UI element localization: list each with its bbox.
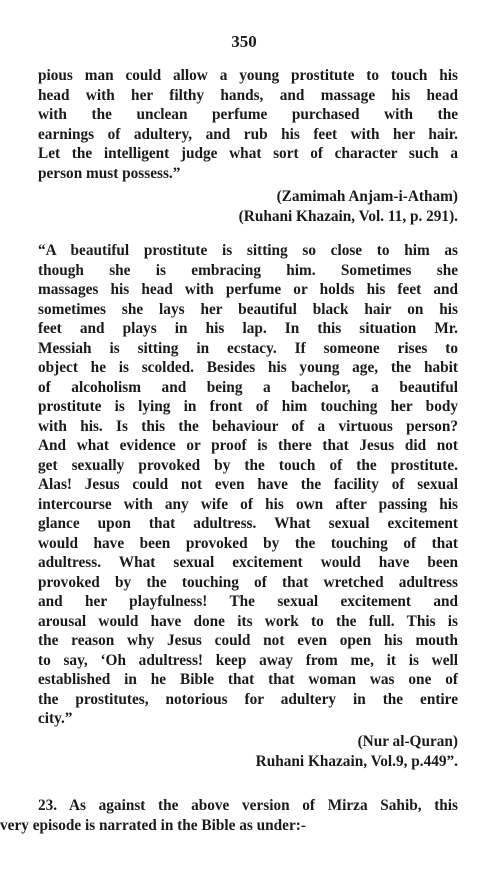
text-line: “A beautiful prostitute is sitting so close to him as <box>38 242 458 259</box>
text-line: get sexually provoked by the touch of the prostitute. <box>38 456 458 474</box>
text-line: with the unclean perfume purchased with the <box>38 106 458 123</box>
citation-block <box>38 732 458 771</box>
text-line: though she is embracing him. Sometimes she <box>38 261 458 279</box>
citation-line: (Zamimah Anjam-i-Atham) <box>276 188 458 205</box>
text-line: the prostitutes, notorious for adultery in the entire <box>38 690 458 708</box>
text-line: sometimes she lays her beautiful black hair on his <box>38 300 458 318</box>
paragraph-quote-end <box>38 66 458 183</box>
text-line: earnings of adultery, and rub his feet with her hair. <box>38 125 458 143</box>
text-line: intercourse with any wife of his own after passing his <box>38 495 458 513</box>
paragraph-numbered <box>0 796 458 835</box>
text-line: head with her filthy hands, and massage his head <box>38 86 458 104</box>
text-line: established in he Bible that that woman was one of <box>38 671 458 688</box>
text-line: arousal would have done its work to the full. This is <box>38 612 458 630</box>
text-line: with his. Is this the behaviour of a virtuous person? <box>38 417 458 435</box>
text-line: object he is scolded. Besides his young age, the habit <box>38 359 458 376</box>
text-line: the reason why Jesus could not even open his mouth <box>38 632 458 649</box>
paragraph-quote <box>38 241 458 729</box>
text-line: pious man could allow a young prostitute to touch his <box>38 67 458 84</box>
citation-line: Ruhani Khazain, Vol.9, p.449”. <box>255 752 458 770</box>
text-line: and her playfulness! The sexual excitement and <box>38 593 458 610</box>
text-line: provoked by the touching of that wretched adultress <box>38 573 458 591</box>
text-line: very episode is narrated in the Bible as under:- <box>0 816 306 834</box>
citation-block <box>38 187 458 226</box>
text-line: person must possess.” <box>38 164 181 182</box>
text-line: to say, ‘Oh adultress! keep away from me, it is well <box>38 651 458 669</box>
text-line: And what evidence or proof is there that Jesus did not <box>38 437 458 454</box>
text-line: of alcoholism and being a bachelor, a beautiful <box>38 378 458 396</box>
text-line: feet and plays in his lap. In this situation Mr. <box>38 320 458 337</box>
text-line: Let the intelligent judge what sort of character such a <box>38 145 458 162</box>
text-line: glance upon that adultress. What sexual excitement <box>38 515 458 532</box>
citation-line: (Nur al-Quran) <box>357 733 458 750</box>
text-line: would have been provoked by the touching of that <box>38 534 458 552</box>
text-line: city.” <box>38 710 73 727</box>
text-line: adultress. What sexual excitement would have been <box>38 554 458 571</box>
page-number: 350 <box>231 32 257 51</box>
text-line: 23. As against the above version of Mirza Sahib, this <box>38 797 458 814</box>
text-line: Alas! Jesus could not even have the facility of sexual <box>38 476 458 493</box>
text-line: prostitute is lying in front of him touching her body <box>38 398 458 415</box>
citation-line: (Ruhani Khazain, Vol. 11, p. 291). <box>238 207 458 225</box>
text-line: Messiah is sitting in ecstacy. If someone rises to <box>38 339 458 357</box>
text-line: massages his head with perfume or holds his feet and <box>38 281 458 298</box>
